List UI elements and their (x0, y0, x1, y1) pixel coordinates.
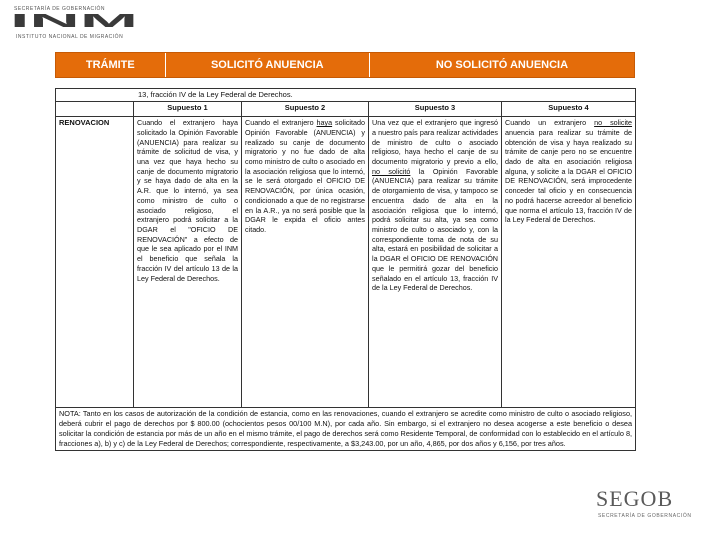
header-solicito-anuencia: SOLICITÓ ANUENCIA (166, 53, 370, 77)
supuesto-1-header: Supuesto 1 (134, 102, 242, 117)
segob-logo: SEGOB (596, 486, 674, 511)
inm-logo (8, 6, 138, 44)
empty-cell (56, 102, 134, 117)
logo-bottom-text: INSTITUTO NACIONAL DE MIGRACIÓN (16, 34, 124, 40)
logo-top-text: SECRETARÍA DE GOBERNACIÓN (14, 6, 106, 12)
reference-row (56, 89, 636, 102)
header-no-solicito-anuencia: NO SOLICITÓ ANUENCIA (435, 59, 569, 71)
tramite-label: RENOVACION (56, 117, 134, 408)
segob-subtitle: SECRETARÍA DE GOBERNACIÓN (598, 513, 692, 519)
note-row (56, 408, 636, 450)
reference-text: 13, fracción IV de la Ley Federal de Derechos. (56, 89, 636, 102)
supuesto-2-header: Supuesto 2 (242, 102, 369, 117)
supuesto-4-header: Supuesto 4 (502, 102, 636, 117)
supuesto-3-header: Supuesto 3 (369, 102, 502, 117)
supuesto-3-text: Una vez que el extranjero que ingresó a nuestro país para realizar actividades de ministro de culto o asociado religioso, haya hecho el canje de su documento migratorio y previo a ello, no solicitó la Opinión Favorable (ANUENCIA) para realizar su trámite de otorgamiento de visa, y tampoco se encuentra dado de alta en la asociación religiosa que lo internó, podrá solicitar su alta, ya sea como ministro de culto o asociado y, con la correspondiente toma de nota de su alta, estará en posibilidad de solicitar a la DGAR el OFICIO DE RENOVACIÓN que le permitirá gozar del beneficio señalado en el artículo 13, fracción IV de la Ley Federal de Derechos. (369, 117, 502, 408)
supuesto-2-text: Cuando el extranjero haya solicitado Opinión Favorable (ANUENCIA) y realizado su canje de documento migratorio y no fue dado de alta como ministro de culto o asociado en la asociación religiosa que lo internó, se le será otorgado el OFICIO DE RENOVACIÓN, por única ocasión, condicionado a que de no registrarse en la A.R., ya no será posible que la DGAR le expida el oficio antes citado. (242, 117, 369, 408)
renovacion-table (55, 88, 636, 451)
supuesto-4-text: Cuando un extranjero no solicite anuencia para realizar su trámite de obtención de visa y haya realizado su trámite de canje pero no se encuentre dado de alta en asociación religiosa alguna, y solicite a la DGAR el OFICIO DE RENOVACIÓN, será improcedente conceder tal oficio y en consecuencia no podrá hacerse acreedor al beneficio que norma el artículo 13, fracción IV de la Ley Federal de Derechos. (502, 117, 636, 408)
supuestos-header-row (56, 102, 636, 117)
header-tramite: TRÁMITE (56, 53, 166, 77)
supuesto-1-text: Cuando el extranjero haya solicitado la Opinión Favorable (ANUENCIA) para realizar su trámite de solicitud de visa, y una vez que haya hecho su canje de documento migratorio y se haya dado de alta en la A.R. que lo internó, ya sea como ministro de culto o asociado religioso, el extranjero podrá solicitar a la DGAR el "OFICIO DE RENOVACIÓN" a efecto de que le sea aplicado por el INM el beneficio que señala la fracción IV del artículo 13 de la Ley Federal de Derechos. (134, 117, 242, 408)
logo-mark-text: INM (10, 12, 138, 28)
renovacion-row (56, 117, 636, 408)
header-bar (55, 52, 635, 78)
inm-logo-mark (10, 12, 138, 28)
note-text: NOTA: Tanto en los casos de autorización de la condición de estancia, como en las renovaciones, cuando el extranjero se acredite como ministro de culto o asociado religioso, deberá cubrir el pago de derechos por $ 800.00 (ochocientos pesos 00/100 M.N), por cada año. Sin embargo, si el extranjero no desea acogerse a este beneficio o desea solicitar la condición de estancia por más de un año en el mismo trámite, el pago de derechos será como Residente Temporal, de conformidad con lo establecido en el artículo 8, fracciones a), b) y c) de la Ley Federal de Derechos; correspondiente, respectivamente, a $3,243.00, por un año, 4,865, por dos años y 6,156, por tres años. (56, 408, 636, 450)
